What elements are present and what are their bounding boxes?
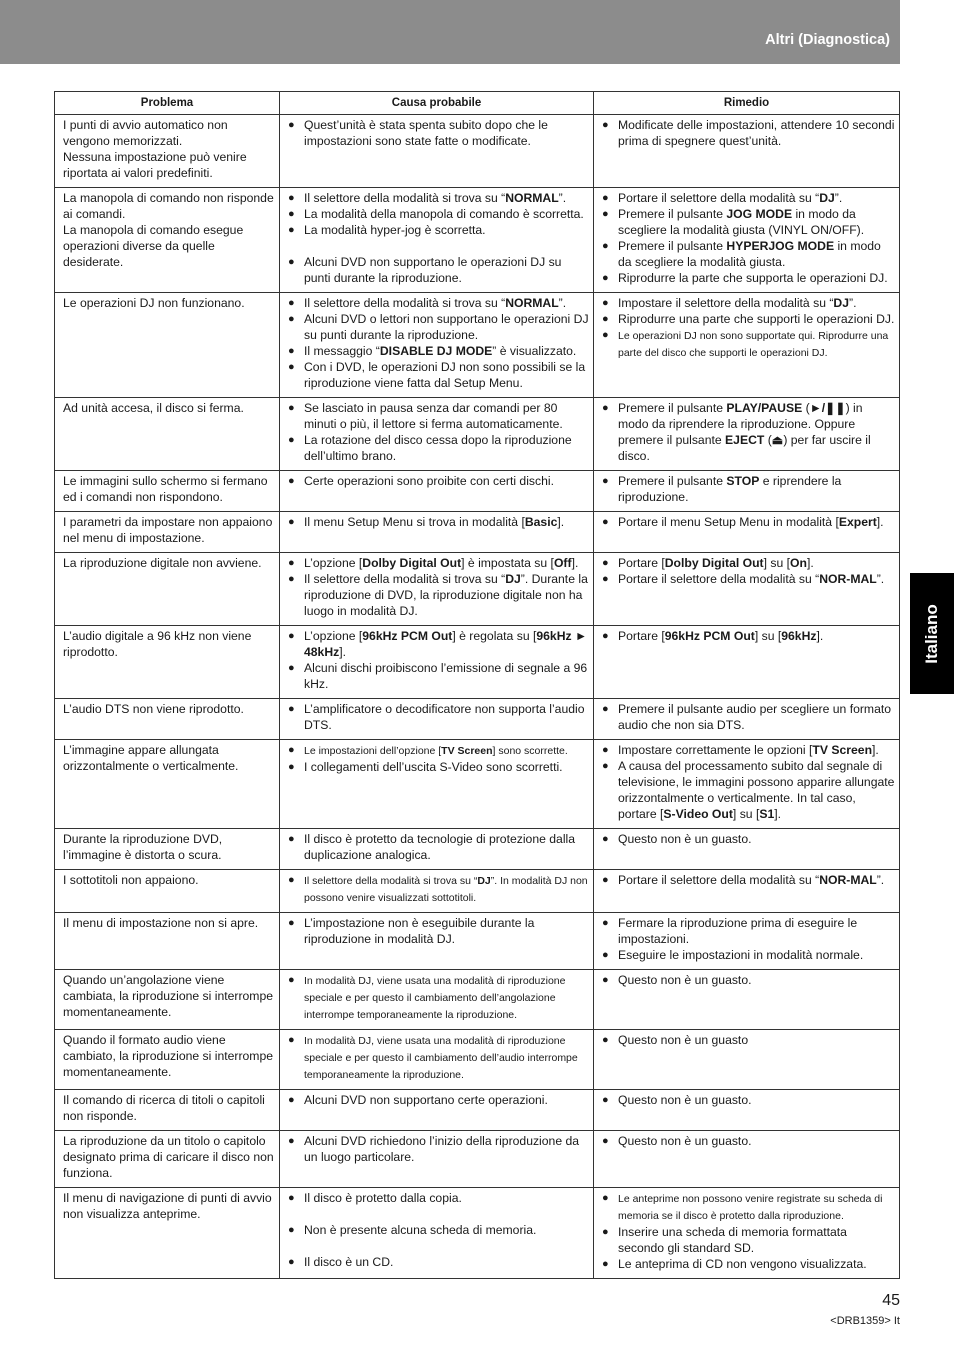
- bullet-item: [602, 1133, 895, 1149]
- problem-text: La riproduzione digitale non avviene.: [63, 556, 262, 570]
- bullet-icon: ●: [288, 744, 295, 756]
- bullet-item: [602, 758, 895, 822]
- bullet-icon: ●: [288, 974, 295, 986]
- bullet-item: [602, 628, 895, 644]
- bullet-item: [288, 759, 589, 775]
- bullet-item: [602, 555, 895, 571]
- bullet-icon: ●: [602, 1192, 609, 1204]
- table-body: [55, 115, 900, 1279]
- problem-cell: [55, 1030, 280, 1090]
- remedy-cell: [594, 293, 900, 398]
- bullet-item: [602, 742, 895, 758]
- bullet-item: [602, 190, 895, 206]
- bullet-icon: ●: [602, 1226, 609, 1238]
- problem-cell: [55, 1131, 280, 1188]
- bullet-item: [602, 295, 895, 311]
- cause-cell: [280, 1090, 594, 1131]
- problem-cell: [55, 970, 280, 1030]
- remedy-cell: [594, 1090, 900, 1131]
- bullet-text: Portare [Dolby Digital Out] su [On].: [618, 556, 814, 570]
- problem-text: Il comando di ricerca di titoli o capitoli non risponde.: [63, 1093, 265, 1123]
- bullet-text: Impostare correttamente le opzioni [TV Screen].: [618, 743, 879, 757]
- bullet-icon: ●: [288, 475, 295, 487]
- bullet-text: Il selettore della modalità si trova su “DJ”. In modalità DJ non possono venire visualizzati sottotitoli.: [304, 875, 588, 904]
- table-row: [55, 188, 900, 293]
- bullet-item: [602, 400, 895, 464]
- remedy-cell: [594, 626, 900, 699]
- cause-cell: [280, 699, 594, 740]
- bullet-text: Se lasciato in pausa senza dar comandi per 80 minuti o più, il lettore si ferma automaticamente.: [304, 401, 563, 431]
- bullet-icon: ●: [288, 516, 295, 528]
- bullet-icon: ●: [602, 208, 609, 220]
- bullet-item: [288, 872, 589, 906]
- cause-cell: [280, 471, 594, 512]
- table-row: [55, 471, 900, 512]
- bullet-text: Premere il pulsante STOP e riprendere la riproduzione.: [618, 474, 842, 504]
- column-header-cause: Causa probabile: [280, 92, 594, 115]
- table-row: [55, 1090, 900, 1131]
- bullet-icon: ●: [602, 630, 609, 642]
- bullet-icon: ●: [288, 224, 295, 236]
- bullet-text: Il selettore della modalità si trova su “DJ”. Durante la riproduzione di DVD, la riproduzione digitale non ha luogo in modalità DJ.: [304, 572, 588, 618]
- spacer: [288, 1238, 589, 1254]
- cause-cell: [280, 115, 594, 188]
- table-row: [55, 699, 900, 740]
- bullet-item: [602, 270, 895, 286]
- bullet-item: [602, 1092, 895, 1108]
- bullet-item: [602, 1032, 895, 1048]
- bullet-item: [602, 206, 895, 238]
- table-row: [55, 115, 900, 188]
- problem-cell: [55, 115, 280, 188]
- problem-cell: [55, 553, 280, 626]
- bullet-item: [288, 514, 589, 530]
- table-row: [55, 626, 900, 699]
- bullet-item: [288, 343, 589, 359]
- bullet-text: La modalità hyper-jog è scorretta.: [304, 223, 486, 237]
- bullet-icon: ●: [602, 1034, 609, 1046]
- bullet-text: Premere il pulsante audio per scegliere un formato audio che non sia DTS.: [618, 702, 892, 732]
- bullet-item: [288, 117, 589, 149]
- bullet-item: [288, 571, 589, 619]
- bullet-icon: ●: [288, 761, 295, 773]
- bullet-text: Il selettore della modalità si trova su “NORMAL”.: [304, 296, 567, 310]
- bullet-text: In modalità DJ, viene usata una modalità di riproduzione speciale e per questo il cambiamento dell’angolazione interrompe temporaneamente la riproduzione.: [304, 975, 566, 1021]
- bullet-text: Premere il pulsante JOG MODE in modo da scegliere la modalità giusta (VINYL ON/OFF).: [618, 207, 865, 237]
- bullet-item: [288, 400, 589, 432]
- cause-cell: [280, 512, 594, 553]
- language-tab-label: Italiano: [922, 603, 941, 664]
- bullet-item: [288, 295, 589, 311]
- bullet-text: Riprodurre la parte che supporta le operazioni DJ.: [618, 271, 888, 285]
- spacer: [288, 1206, 589, 1222]
- bullet-text: In modalità DJ, viene usata una modalità di riproduzione speciale e per questo il cambiamento dell’audio interrompe temporaneamente la riproduzione.: [304, 1035, 578, 1081]
- bullet-icon: ●: [288, 361, 295, 373]
- bullet-text: Quest’unità è stata spenta subito dopo che le impostazioni sono state fatte o modificate.: [304, 118, 548, 148]
- bullet-text: La modalità della manopola di comando è scorretta.: [304, 207, 584, 221]
- remedy-cell: [594, 970, 900, 1030]
- bullet-icon: ●: [602, 119, 609, 131]
- bullet-text: Con i DVD, le operazioni DJ non sono possibili se la riproduzione viene fatta dal Setup Menu.: [304, 360, 586, 390]
- bullet-text: Il messaggio “DISABLE DJ MODE” è visualizzato.: [304, 344, 577, 358]
- cause-cell: [280, 913, 594, 970]
- bullet-text: Il disco è protetto da tecnologie di protezione dalla duplicazione analogica.: [304, 832, 576, 862]
- bullet-item: [602, 1190, 895, 1224]
- table-row: [55, 870, 900, 913]
- bullet-item: [288, 254, 589, 286]
- cause-cell: [280, 398, 594, 471]
- bullet-text: Questo non è un guasto.: [618, 832, 752, 846]
- bullet-text: Il menu Setup Menu si trova in modalità [Basic].: [304, 515, 565, 529]
- bullet-icon: ●: [288, 630, 295, 642]
- remedy-cell: [594, 870, 900, 913]
- bullet-item: [602, 915, 895, 947]
- bullet-item: [602, 473, 895, 505]
- bullet-icon: ●: [288, 192, 295, 204]
- bullet-text: L’impostazione non è eseguibile durante la riproduzione in modalità DJ.: [304, 916, 535, 946]
- bullet-icon: ●: [288, 119, 295, 131]
- cause-cell: [280, 188, 594, 293]
- bullet-icon: ●: [602, 272, 609, 284]
- bullet-item: [288, 432, 589, 464]
- column-header-problem: Problema: [55, 92, 280, 115]
- bullet-icon: ●: [288, 662, 295, 674]
- bullet-text: Alcuni DVD o lettori non supportano le operazioni DJ su punti durante la riproduzione.: [304, 312, 589, 342]
- problem-text: Quando il formato audio viene cambiato, la riproduzione si interrompe momentaneamente.: [63, 1033, 273, 1079]
- bullet-text: Impostare il selettore della modalità su “DJ”.: [618, 296, 857, 310]
- bullet-icon: ●: [288, 917, 295, 929]
- troubleshooting-table: [54, 91, 900, 1279]
- bullet-item: [288, 359, 589, 391]
- bullet-text: Non è presente alcuna scheda di memoria.: [304, 1223, 537, 1237]
- bullet-icon: ●: [288, 256, 295, 268]
- cause-cell: [280, 1188, 594, 1279]
- spacer: [288, 238, 589, 254]
- bullet-icon: ●: [288, 313, 295, 325]
- problem-text: Nessuna impostazione può venire riportata ai valori predefiniti.: [63, 150, 247, 180]
- problem-text: Le immagini sullo schermo si fermano ed i comandi non rispondono.: [63, 474, 268, 504]
- problem-text: L’audio DTS non viene riprodotto.: [63, 702, 244, 716]
- bullet-item: [288, 1133, 589, 1165]
- bullet-item: [602, 701, 895, 733]
- remedy-cell: [594, 398, 900, 471]
- remedy-cell: [594, 829, 900, 870]
- page-number: 45: [882, 1292, 900, 1309]
- bullet-item: [288, 311, 589, 343]
- bullet-item: [288, 915, 589, 947]
- bullet-item: [602, 831, 895, 847]
- problem-cell: [55, 293, 280, 398]
- problem-text: La manopola di comando esegue operazioni diverse da quelle desiderate.: [63, 223, 244, 269]
- bullet-item: [602, 947, 895, 963]
- cause-cell: [280, 553, 594, 626]
- bullet-text: Le operazioni DJ non sono supportate qui. Riprodurre una parte del disco che supporti le operazioni DJ.: [618, 330, 889, 359]
- bullet-text: Certe operazioni sono proibite con certi dischi.: [304, 474, 554, 488]
- bullet-icon: ●: [288, 1192, 295, 1204]
- table-row: [55, 512, 900, 553]
- table-row: [55, 970, 900, 1030]
- bullet-icon: ●: [602, 557, 609, 569]
- bullet-icon: ●: [288, 434, 295, 446]
- bullet-icon: ●: [602, 760, 609, 772]
- bullet-item: [602, 571, 895, 587]
- bullet-text: Le anteprime non possono venire registrate su scheda di memoria se il disco è protetto dalla riproduzione.: [618, 1193, 883, 1222]
- problem-cell: [55, 699, 280, 740]
- remedy-cell: [594, 699, 900, 740]
- cause-cell: [280, 293, 594, 398]
- table-row: [55, 829, 900, 870]
- bullet-item: [288, 628, 589, 660]
- bullet-item: [288, 1190, 589, 1206]
- cause-cell: [280, 740, 594, 829]
- remedy-cell: [594, 115, 900, 188]
- problem-cell: [55, 471, 280, 512]
- bullet-item: [288, 222, 589, 238]
- bullet-text: Il disco è protetto dalla copia.: [304, 1191, 462, 1205]
- table-row: [55, 913, 900, 970]
- bullet-icon: ●: [602, 1258, 609, 1270]
- bullet-text: Eseguire le impostazioni in modalità normale.: [618, 948, 864, 962]
- cause-cell: [280, 829, 594, 870]
- bullet-item: [288, 1222, 589, 1238]
- bullet-icon: ●: [602, 313, 609, 325]
- table-row: [55, 1030, 900, 1090]
- remedy-cell: [594, 740, 900, 829]
- bullet-text: Questo non è un guasto: [618, 1033, 749, 1047]
- bullet-icon: ●: [288, 1224, 295, 1236]
- bullet-item: [602, 1256, 895, 1272]
- cause-cell: [280, 1131, 594, 1188]
- cause-cell: [280, 870, 594, 913]
- bullet-item: [288, 972, 589, 1023]
- bullet-icon: ●: [288, 1094, 295, 1106]
- bullet-icon: ●: [602, 1135, 609, 1147]
- table-row: [55, 1188, 900, 1279]
- remedy-cell: [594, 1131, 900, 1188]
- bullet-text: L’amplificatore o decodificatore non supporta l’audio DTS.: [304, 702, 585, 732]
- bullet-item: [602, 972, 895, 988]
- table-row: [55, 398, 900, 471]
- bullet-icon: ●: [602, 917, 609, 929]
- bullet-text: Questo non è un guasto.: [618, 1093, 752, 1107]
- remedy-cell: [594, 471, 900, 512]
- problem-text: Durante la riproduzione DVD, l’immagine è distorta o scura.: [63, 832, 223, 862]
- remedy-cell: [594, 913, 900, 970]
- table-row: [55, 293, 900, 398]
- bullet-text: Alcuni dischi proibiscono l’emissione di segnale a 96 kHz.: [304, 661, 588, 691]
- bullet-text: Portare [96kHz PCM Out] su [96kHz].: [618, 629, 824, 643]
- bullet-icon: ●: [602, 297, 609, 309]
- bullet-item: [288, 660, 589, 692]
- bullet-text: Le impostazioni dell’opzione [TV Screen] sono scorrette.: [304, 745, 568, 757]
- bullet-item: [288, 1032, 589, 1083]
- bullet-text: La rotazione del disco cessa dopo la riproduzione dell’ultimo brano.: [304, 433, 572, 463]
- table-header-row: [55, 92, 900, 115]
- bullet-icon: ●: [602, 329, 609, 341]
- problem-text: I parametri da impostare non appaiono nel menu di impostazione.: [63, 515, 273, 545]
- bullet-icon: ●: [602, 240, 609, 252]
- bullet-item: [288, 831, 589, 863]
- problem-text: Ad unità accesa, il disco si ferma.: [63, 401, 244, 415]
- bullet-icon: ●: [288, 573, 295, 585]
- bullet-icon: ●: [602, 874, 609, 886]
- problem-text: La riproduzione da un titolo o capitolo designato prima di caricare il disco non funziona.: [63, 1134, 274, 1180]
- bullet-icon: ●: [288, 208, 295, 220]
- bullet-text: Portare il selettore della modalità su “DJ”.: [618, 191, 843, 205]
- bullet-item: [288, 473, 589, 489]
- remedy-cell: [594, 512, 900, 553]
- bullet-text: Le anteprima di CD non vengono visualizzata.: [618, 1257, 867, 1271]
- problem-text: La manopola di comando non risponde ai comandi.: [63, 191, 274, 221]
- bullet-text: Il disco è un CD.: [304, 1255, 394, 1269]
- bullet-text: Portare il selettore della modalità su “NOR-MAL”.: [618, 873, 885, 887]
- problem-cell: [55, 870, 280, 913]
- bullet-icon: ●: [288, 1135, 295, 1147]
- problem-cell: [55, 398, 280, 471]
- problem-text: I punti di avvio automatico non vengono memorizzati.: [63, 118, 228, 148]
- bullet-text: I collegamenti dell’uscita S-Video sono scorretti.: [304, 760, 563, 774]
- bullet-icon: ●: [288, 874, 295, 886]
- bullet-icon: ●: [602, 516, 609, 528]
- page-header-bar: [0, 0, 900, 64]
- problem-text: Il menu di impostazione non si apre.: [63, 916, 259, 930]
- bullet-text: Il selettore della modalità si trova su “NORMAL”.: [304, 191, 567, 205]
- problem-text: Il menu di navigazione di punti di avvio non visualizza anteprime.: [63, 1191, 272, 1221]
- problem-cell: [55, 740, 280, 829]
- bullet-text: A causa del processamento subito dal segnale di televisione, le immagini possono apparire allungate orizzontalmente o verticalmente. In tal caso, portare [S-Video Out] su [S1].: [618, 759, 895, 821]
- bullet-text: Questo non è un guasto.: [618, 1134, 752, 1148]
- bullet-text: Alcuni DVD non supportano certe operazioni.: [304, 1093, 548, 1107]
- bullet-icon: ●: [602, 402, 609, 414]
- cause-cell: [280, 970, 594, 1030]
- problem-text: I sottotitoli non appaiono.: [63, 873, 199, 887]
- bullet-icon: ●: [288, 557, 295, 569]
- bullet-icon: ●: [602, 833, 609, 845]
- column-header-remedy: Rimedio: [594, 92, 900, 115]
- bullet-text: Modificate delle impostazioni, attendere 10 secondi prima di spegnere quest’unità.: [618, 118, 895, 148]
- bullet-icon: ●: [288, 1256, 295, 1268]
- remedy-cell: [594, 188, 900, 293]
- problem-cell: [55, 913, 280, 970]
- table-row: [55, 740, 900, 829]
- language-tab: [910, 573, 954, 694]
- bullet-icon: ●: [602, 192, 609, 204]
- bullet-text: Premere il pulsante PLAY/PAUSE (►/❚❚) in modo da riprendere la riproduzione. Oppure premere il pulsante EJECT (⏏) per far uscire il disco.: [618, 401, 871, 463]
- bullet-item: [288, 206, 589, 222]
- bullet-text: Portare il menu Setup Menu in modalità [Expert].: [618, 515, 884, 529]
- problem-cell: [55, 1090, 280, 1131]
- bullet-text: Premere il pulsante HYPERJOG MODE in modo da scegliere la modalità giusta.: [618, 239, 881, 269]
- bullet-item: [602, 872, 895, 888]
- bullet-item: [288, 701, 589, 733]
- bullet-item: [288, 1254, 589, 1270]
- bullet-text: Questo non è un guasto.: [618, 973, 752, 987]
- bullet-item: [288, 190, 589, 206]
- problem-text: L’audio digitale a 96 kHz non viene riprodotto.: [63, 629, 252, 659]
- cause-cell: [280, 626, 594, 699]
- bullet-icon: ●: [288, 402, 295, 414]
- bullet-icon: ●: [602, 1094, 609, 1106]
- problem-cell: [55, 512, 280, 553]
- problem-cell: [55, 188, 280, 293]
- bullet-item: [602, 327, 895, 361]
- bullet-icon: ●: [602, 573, 609, 585]
- bullet-item: [602, 514, 895, 530]
- bullet-icon: ●: [602, 703, 609, 715]
- problem-text: Le operazioni DJ non funzionano.: [63, 296, 245, 310]
- bullet-icon: ●: [288, 703, 295, 715]
- bullet-item: [288, 742, 589, 759]
- bullet-item: [288, 555, 589, 571]
- bullet-text: Inserire una scheda di memoria formattata secondo gli standard SD.: [618, 1225, 847, 1255]
- bullet-icon: ●: [288, 297, 295, 309]
- bullet-icon: ●: [602, 744, 609, 756]
- bullet-item: [602, 1224, 895, 1256]
- bullet-icon: ●: [288, 1034, 295, 1046]
- remedy-cell: [594, 1030, 900, 1090]
- section-title: Altri (Diagnostica): [765, 32, 890, 48]
- bullet-text: Alcuni DVD non supportano le operazioni DJ su punti durante la riproduzione.: [304, 255, 562, 285]
- bullet-icon: ●: [288, 345, 295, 357]
- table-row: [55, 553, 900, 626]
- bullet-text: Fermare la riproduzione prima di eseguire le impostazioni.: [618, 916, 858, 946]
- bullet-item: [602, 117, 895, 149]
- bullet-item: [602, 311, 895, 327]
- cause-cell: [280, 1030, 594, 1090]
- bullet-text: Riprodurre una parte che supporti le operazioni DJ.: [618, 312, 895, 326]
- document-code: <DRB1359> It: [830, 1315, 900, 1327]
- bullet-text: Portare il selettore della modalità su “NOR-MAL”.: [618, 572, 885, 586]
- problem-cell: [55, 1188, 280, 1279]
- bullet-icon: ●: [602, 974, 609, 986]
- bullet-text: L’opzione [96kHz PCM Out] è regolata su [96kHz ► 48kHz].: [304, 629, 588, 659]
- remedy-cell: [594, 1188, 900, 1279]
- bullet-item: [288, 1092, 589, 1108]
- table-row: [55, 1131, 900, 1188]
- bullet-icon: ●: [602, 949, 609, 961]
- remedy-cell: [594, 553, 900, 626]
- bullet-text: L’opzione [Dolby Digital Out] è impostata su [Off].: [304, 556, 579, 570]
- problem-text: Quando un’angolazione viene cambiata, la riproduzione si interrompe momentaneamente.: [63, 973, 273, 1019]
- bullet-text: Alcuni DVD richiedono l’inizio della riproduzione da un luogo particolare.: [304, 1134, 580, 1164]
- bullet-icon: ●: [288, 833, 295, 845]
- bullet-icon: ●: [602, 475, 609, 487]
- problem-text: L’immagine appare allungata orizzontalmente o verticalmente.: [63, 743, 239, 773]
- problem-cell: [55, 829, 280, 870]
- bullet-item: [602, 238, 895, 270]
- problem-cell: [55, 626, 280, 699]
